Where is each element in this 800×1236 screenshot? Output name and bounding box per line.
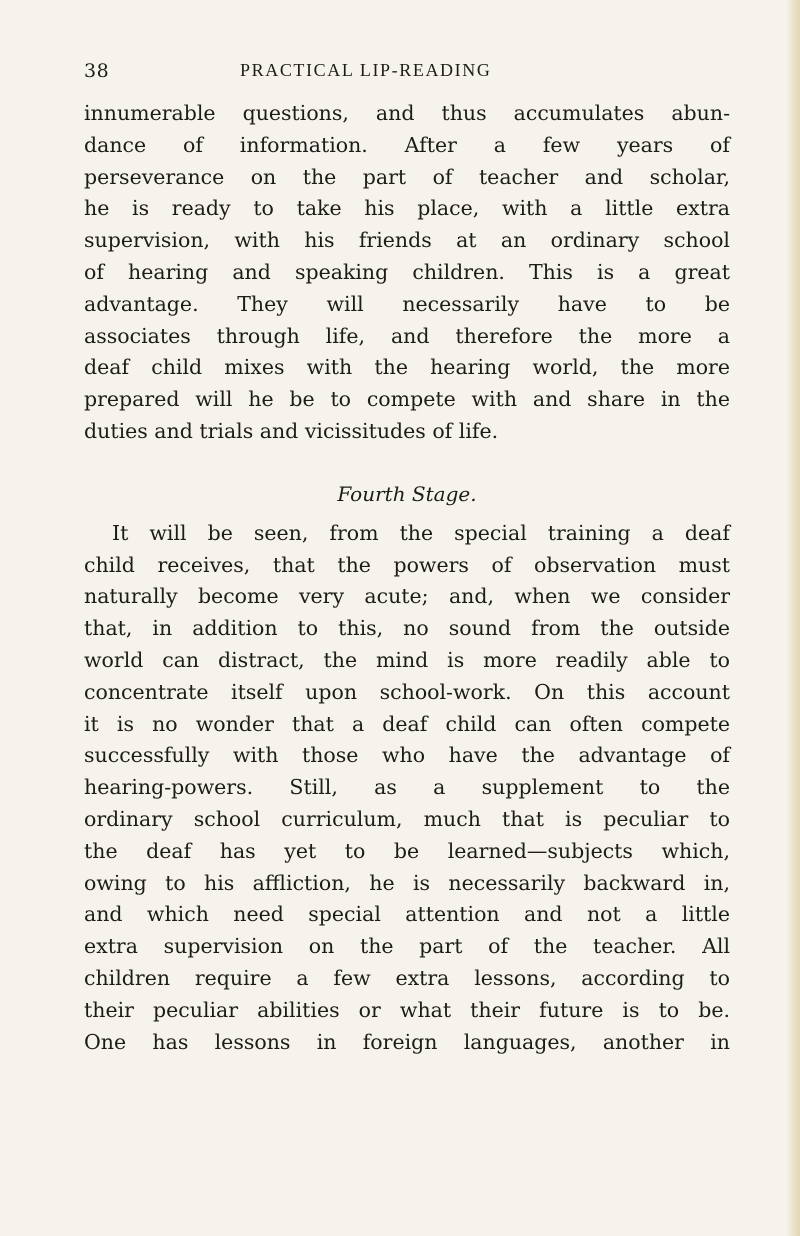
text-line: world can distract, the mind is more readily able to [84,647,730,672]
text-line: naturally become very acute; and, when we consider [84,584,730,609]
text-line: duties and trials and vicissitudes of life. [84,418,499,443]
text-line: hearing-powers. Still, as a supplement to the [84,775,730,800]
text-line: children require a few extra lessons, according to [84,965,730,990]
text-line: that, in addition to this, no sound from the outside [84,616,730,641]
text-line: and which need special attention and not a little [84,902,730,927]
text-line: One has lessons in foreign languages, another in [84,1029,730,1054]
body-text [84,98,730,1058]
text-line: deaf child mixes with the hearing world, the more [84,355,730,380]
text-line: he is ready to take his place, with a little extra [84,196,730,221]
text-line: it is no wonder that a deaf child can often compete [84,711,730,736]
text-line: supervision, with his friends at an ordinary school [84,228,730,253]
page-number: 38 [84,60,110,82]
text-line: extra supervision on the part of the teacher. All [84,934,730,959]
text-line: child receives, that the powers of observation must [84,552,730,577]
paragraph-1 [84,98,730,448]
running-title: PRACTICAL LIP-READING [240,60,492,80]
text-line: of hearing and speaking children. This is a great [84,259,730,284]
text-line: perseverance on the part of teacher and scholar, [84,164,730,189]
text-line: ordinary school curriculum, much that is peculiar to [84,806,730,831]
page-edge-shadow [786,0,800,1236]
text-line: dance of information. After a few years of [84,132,730,157]
page-header [84,60,724,86]
text-line: prepared will he be to compete with and share in the [84,387,730,412]
text-line: innumerable questions, and thus accumulates abun- [84,101,730,125]
text-line: concentrate itself upon school-work. On this account [84,679,730,704]
text-line: owing to his affliction, he is necessarily backward in, [84,870,730,895]
paragraph-2 [84,518,730,1059]
text-line: successfully with those who have the advantage of [84,743,730,768]
text-line: their peculiar abilities or what their future is to be. [84,997,730,1022]
text-line: advantage. They will necessarily have to be [84,291,730,316]
text-line: It will be seen, from the special training a deaf [112,520,730,545]
text-line: associates through life, and therefore the more a [84,323,730,348]
text-line: the deaf has yet to be learned—subjects which, [84,838,730,863]
section-heading: Fourth Stage. [337,481,477,506]
